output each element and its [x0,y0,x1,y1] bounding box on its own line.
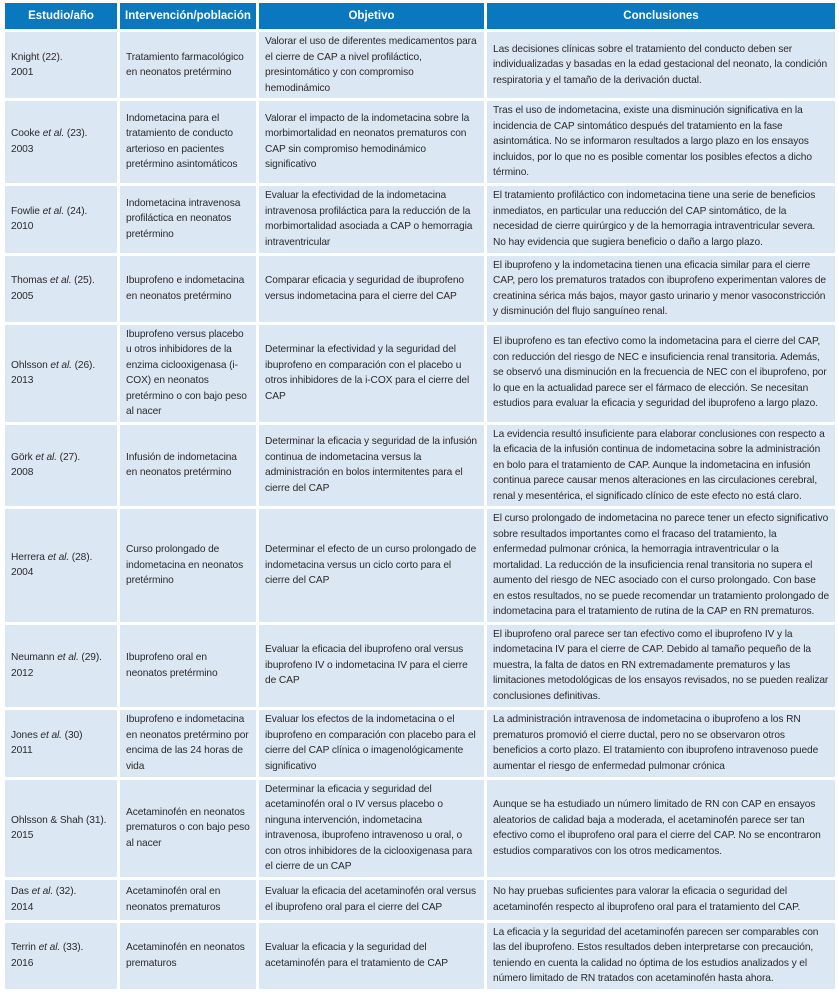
table-row [5,710,835,777]
table-row [5,625,835,707]
objective-cell: Valorar el uso de diferentes medicamentos para el cierre de CAP a nivel profiláctico, presintomático y con compromiso hemodinámico [259,32,484,98]
study-ref: (26). [71,359,96,371]
study-ref: (30) [61,729,83,741]
study-cell [5,425,117,507]
study-year: 2005 [11,290,34,302]
objective-cell: Determinar la eficacia y seguridad del acetaminofén oral o IV versus placebo o ninguna intervención, indometacina intravenosa, ibuprofeno intravenoso u oral, o con otros inhibidores de la ciclooxigenasa para el cierre de un CAP [259,780,484,877]
conclusion-cell: La eficacia y la seguridad del acetaminofén parecen ser comparables con las del ibuprofeno. Estos resultados deben interpretarse con precaución, teniendo en cuenta la calidad no óptima de los estudios analizados y el número limitado de RN tratados con acetaminofén hasta ahora. [487,923,835,989]
objective-cell: Evaluar la eficacia del ibuprofeno oral versus ibuprofeno IV o indometacina IV para el cierre de CAP [259,625,484,707]
table-row [5,186,835,253]
study-etal: et al. [49,275,72,286]
intervention-cell: Ibuprofeno e indometacina en neonatos pretérmino por encima de las 24 horas de vida [120,710,256,777]
study-author: Görk [11,451,36,463]
study-cell [5,186,117,253]
intervention-cell: Acetaminofén en neonatos prematuros [120,923,256,989]
study-etal: et al. [42,128,65,140]
objective-cell: Evaluar la eficacia y la seguridad del acetaminofén para el tratamiento de CAP [259,923,484,989]
study-year: 2010 [11,221,34,232]
study-cell [5,256,117,322]
study-cell [5,32,117,98]
study-cell [5,880,117,920]
table-header-row [5,3,835,29]
study-year: 2001 [11,67,34,78]
objective-cell: Determinar la eficacia y seguridad de la infusión continua de indometacina versus la administración en bolos intermitentes para el cierre del CAP [259,425,484,507]
study-ref: (31). [83,814,107,826]
conclusion-cell: Aunque se ha estudiado un número limitado de RN con CAP en ensayos aleatorios de calidad baja a moderada, el acetaminofén parece ser tan efectivo como el ibuprofeno oral para el cierre del CAP. No se encontraron estudios comparativos con los otros medicamentos. [487,780,835,877]
study-author: Ohlsson [11,359,51,371]
study-year: 2003 [11,143,34,155]
study-year: 2013 [11,375,34,386]
objective-cell: Evaluar la efectividad de la indometacina intravenosa profiláctica para la reducción de la morbimortalidad asociada a CAP o hemorragia intraventricular [259,186,484,253]
conclusion-cell: El ibuprofeno y la indometacina tienen una eficacia similar para el cierre CAP, pero los prematuros tratados con ibuprofeno experimentan valores de creatinina sérica más bajos, mayor gasto urinario y menor vasoconstricción y disminución del flujo sanguíneo renal. [487,256,835,322]
study-year: 2011 [11,745,33,756]
objective-cell: Evaluar los efectos de la indometacina o el ibuprofeno en comparación con placebo para el cierre del CAP clínica o imagenológicamente significativo [259,710,484,777]
study-ref: (22). [39,51,63,63]
objective-cell: Evaluar la eficacia del acetaminofén oral versus el ibuprofeno oral para el cierre del CAP [259,880,484,920]
study-year: 2008 [11,467,34,479]
study-etal: et al. [47,551,70,563]
objective-cell: Valorar el impacto de la indometacina sobre la morbimortalidad en neonatos prematuros con CAP sin compromiso hemodinámico significativo [259,101,484,183]
study-cell [5,923,117,989]
study-author: Terrin [11,942,39,953]
conclusion-cell: El tratamiento profiláctico con indometacina tiene una serie de beneficios inmediatos, en particular una reducción del CAP sintomático, de la necesidad de cierre quirúrgico y de la hemorragia intraventricular severa. No hay evidencia que sugiera beneficio o daño a largo plazo. [487,186,835,253]
intervention-cell: Infusión de indometacina en neonatos pretérmino [120,425,256,507]
conclusion-cell: Tras el uso de indometacina, existe una disminución significativa en la incidencia de CAP sintomático después del tratamiento en la fase asintomática. No se informaron resultados a largo plazo en los ensayos incluidos, por lo que no es posible comentar los posibles efectos a dicho término. [487,101,835,183]
study-ref: (27). [56,451,81,463]
table-row [5,101,835,183]
intervention-cell: Tratamiento farmacológico en neonatos pretérmino [120,32,256,98]
study-etal: et al. [42,205,65,217]
study-author: Jones [11,729,41,741]
study-etal: et al. [38,942,61,953]
intervention-cell: Curso prolongado de indometacina en neonatos pretérmino [120,509,256,622]
header-study-year: Estudio/año [5,3,117,29]
study-cell [5,325,117,422]
table-row [5,880,835,920]
table-row [5,256,835,322]
intervention-cell: Indometacina para el tratamiento de conducto arterioso en pacientes pretérmino asintomáticos [120,101,256,183]
study-ref: (29). [78,652,102,663]
study-year: 2004 [11,567,34,579]
objective-cell: Determinar el efecto de un curso prolongado de indometacina versus un ciclo corto para el cierre del CAP [259,509,484,622]
study-ref: (28). [69,551,93,563]
intervention-cell: Acetaminofén oral en neonatos prematuros [120,880,256,920]
conclusion-cell: El ibuprofeno oral parece ser tan efectivo como el ibuprofeno IV y la indometacina IV para el cierre de CAP. Debido al tamaño pequeño de la muestra, la falta de datos en RN extremadamente prematuros y las limitaciones metodológicas de los ensayos revisados, no se pueden realizar conclusiones definitivas. [487,625,835,707]
study-author: Cooke [11,128,43,140]
intervention-cell: Ibuprofeno oral en neonatos pretérmino [120,625,256,707]
study-author: Fowlie [11,205,43,217]
study-ref: (33). [60,942,84,953]
intervention-cell: Acetaminofén en neonatos prematuros o con bajo peso al nacer [120,780,256,877]
conclusion-cell: La evidencia resultó insuficiente para elaborar conclusiones con respecto a la eficacia de la infusión continua de indometacina sobre la administración en bolo para el tratamiento de CAP. Aunque la indometacina en infusión continua parece causar menos alteraciones en las circulaciones cerebral, renal y mesentérica, el significado clínico de este efecto no está claro. [487,425,835,507]
intervention-cell: Indometacina intravenosa profiláctica en neonatos pretérmino [120,186,256,253]
study-ref: (23). [64,128,88,140]
study-cell [5,710,117,777]
study-ref: (25). [71,275,95,286]
table-row [5,325,835,422]
study-cell [5,625,117,707]
table-row [5,780,835,877]
table-row [5,923,835,989]
study-etal: et al. [57,652,79,663]
study-author: Ohlsson & Shah [11,814,84,826]
study-year: 2012 [11,667,34,679]
study-cell [5,509,117,622]
study-cell [5,780,117,877]
study-year: 2016 [11,957,34,969]
study-cell [5,101,117,183]
study-author: Neumann [11,652,58,663]
study-ref: (32). [53,886,77,897]
conclusion-cell: La administración intravenosa de indometacina o ibuprofeno a los RN prematuros promovió el cierre ductal, pero no se observaron otros beneficios a corto plazo. El tratamiento con ibuprofeno intravenoso puede aumentar el riesgo de enfermedad pulmonar crónica [487,710,835,777]
intervention-cell: Ibuprofeno e indometacina en neonatos pretérmino [120,256,256,322]
conclusion-cell: El ibuprofeno es tan efectivo como la indometacina para el cierre del CAP, con reducción del riesgo de NEC e insuficiencia renal transitoria. Además, se observó una disminución en la frecuencia de NEC con el ibuprofeno, por lo que en la actualidad parece ser el fármaco de elección. Se necesitan estudios para evaluar la eficacia y seguridad del ibuprofeno a largo plazo. [487,325,835,422]
studies-table [2,0,838,992]
objective-cell: Comparar eficacia y seguridad de ibuprofeno versus indometacina para el cierre del CAP [259,256,484,322]
header-objective: Objetivo [259,3,484,29]
study-author: Das [11,886,32,897]
intervention-cell: Ibuprofeno versus placebo u otros inhibidores de la enzima ciclooxigenasa (i-COX) en neonatos pretérmino o con bajo peso al nacer [120,325,256,422]
header-conclusions: Conclusiones [487,3,835,29]
conclusion-cell: Las decisiones clínicas sobre el tratamiento del conducto deben ser individualizadas y basadas en la edad gestacional del neonato, la condición respiratoria y el tamaño de la derivación ductal. [487,32,835,98]
study-ref: (24). [64,205,88,217]
table-row [5,425,835,507]
table-row [5,32,835,98]
study-etal: et al. [40,729,62,741]
header-intervention: Intervención/población [120,3,256,29]
study-author: Thomas [11,275,50,286]
study-etal: et al. [31,886,54,897]
table-row [5,509,835,622]
study-author: Knight [11,51,40,63]
objective-cell: Determinar la efectividad y la seguridad del ibuprofeno en comparación con el placebo u otros inhibidores de la i-COX para el cierre del CAP [259,325,484,422]
study-etal: et al. [35,451,57,463]
study-etal: et al. [50,359,72,371]
study-author: Herrera [11,551,48,563]
study-year: 2015 [11,830,34,841]
conclusion-cell: No hay pruebas suficientes para valorar la eficacia o seguridad del acetaminofén respecto al ibuprofeno oral para el tratamiento del CAP. [487,880,835,920]
conclusion-cell: El curso prolongado de indometacina no parece tener un efecto significativo sobre resultados importantes como el fracaso del tratamiento, la enfermedad pulmonar crónica, la hemorragia intraventricular o la mortalidad. La reducción de la insuficiencia renal transitoria no supera el aumento del riesgo de NEC asociado con el curso prolongado. Con base en estos resultados, no se puede recomendar un tratamiento prolongado de indometacina para el tratamiento de rutina de la CAP en RN prematuros. [487,509,835,622]
study-year: 2014 [11,901,34,913]
